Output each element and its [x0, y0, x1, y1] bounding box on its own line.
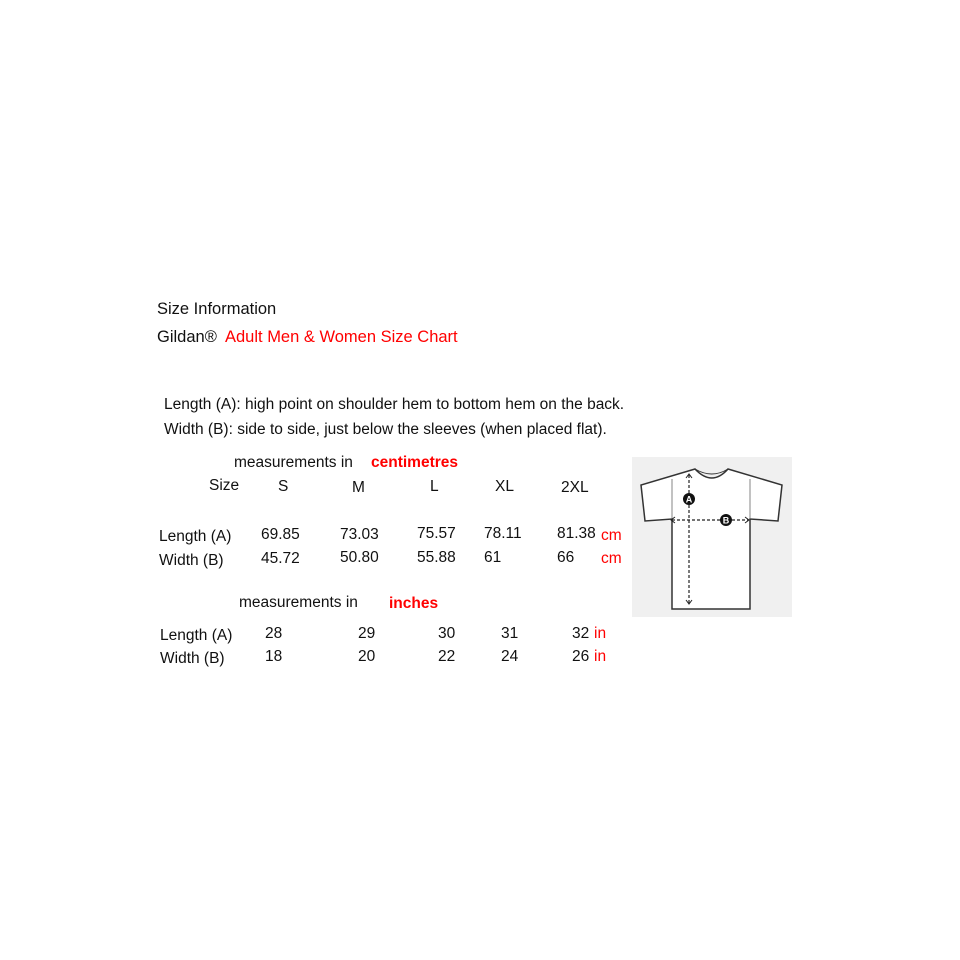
cell: 20: [358, 648, 376, 665]
cell: 28: [265, 625, 283, 642]
unit: in: [594, 625, 607, 642]
size-header: XL: [495, 478, 514, 495]
section-title: Size Information: [157, 300, 277, 318]
marker-b: B: [722, 515, 730, 526]
in-unit-label: inches: [389, 595, 439, 612]
width-definition: Width (B): side to side, just below the sleeves (when placed flat).: [164, 421, 607, 438]
cell: 75.57: [417, 525, 456, 542]
cell: 69.85: [261, 526, 300, 543]
cell: 66: [557, 549, 575, 566]
brand-name: Gildan®: [157, 328, 217, 346]
row-label: Length (A): [159, 528, 232, 545]
size-header: M: [352, 479, 365, 496]
size-header: L: [430, 478, 439, 495]
cell: 31: [501, 625, 519, 642]
cell: 50.80: [340, 549, 379, 566]
cell: 29: [358, 625, 376, 642]
cell: 45.72: [261, 550, 300, 567]
cell: 73.03: [340, 526, 379, 543]
cell: 32: [572, 625, 590, 642]
unit: in: [594, 648, 607, 665]
tshirt-diagram: [632, 457, 792, 617]
length-definition: Length (A): high point on shoulder hem to bottom hem on the back.: [164, 396, 625, 413]
row-label: Width (B): [159, 552, 224, 569]
tshirt-icon: [632, 457, 792, 617]
cell: 55.88: [417, 549, 456, 566]
cm-caption: measurements in: [234, 454, 353, 471]
chart-title: Adult Men & Women Size Chart: [225, 328, 458, 346]
size-header: S: [278, 478, 289, 495]
cell: 81.38: [557, 525, 596, 542]
unit: cm: [601, 527, 622, 544]
cell: 24: [501, 648, 519, 665]
cell: 18: [265, 648, 283, 665]
in-caption: measurements in: [239, 594, 358, 611]
cell: 26: [572, 648, 590, 665]
cell: 22: [438, 648, 456, 665]
row-label: Length (A): [160, 627, 233, 644]
cell: 78.11: [484, 525, 522, 542]
marker-a: A: [685, 494, 693, 505]
cell: 30: [438, 625, 456, 642]
row-label: Width (B): [160, 650, 225, 667]
cm-unit-label: centimetres: [371, 454, 459, 471]
cell: 61: [484, 549, 502, 566]
size-label: Size: [209, 477, 240, 494]
unit: cm: [601, 550, 622, 567]
size-header: 2XL: [561, 479, 589, 496]
